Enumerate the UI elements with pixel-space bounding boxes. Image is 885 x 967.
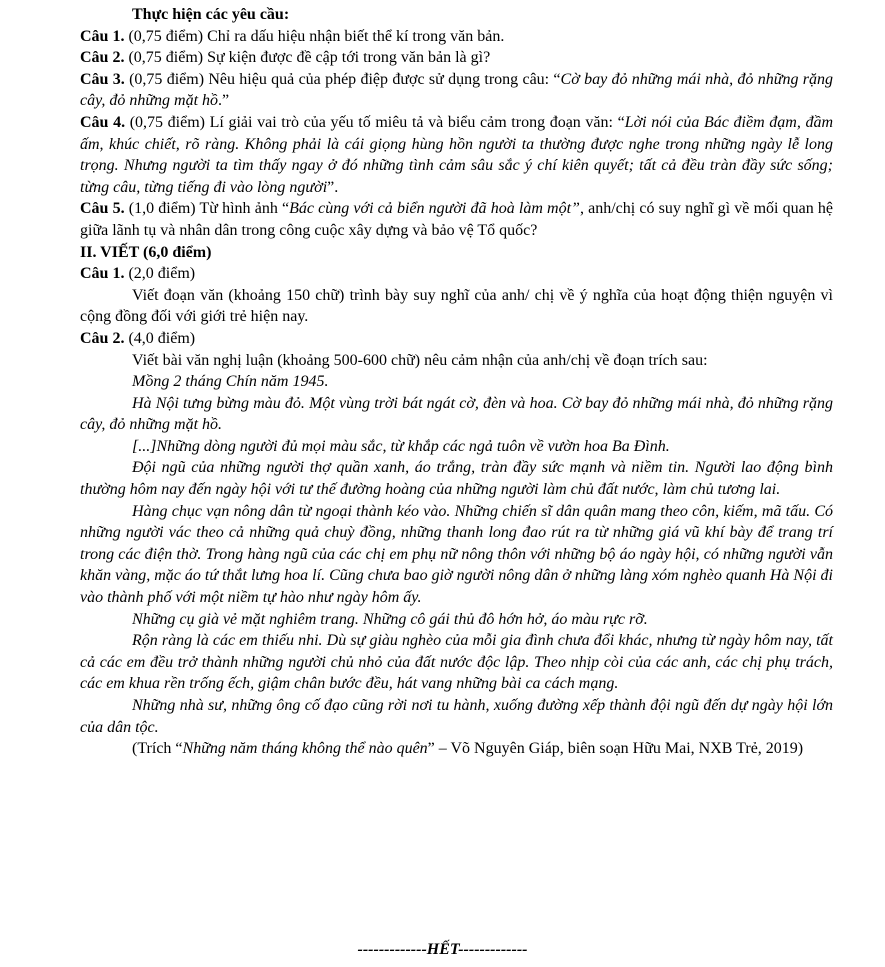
question-3-quote: Cờ bay đỏ những mái nhà, đỏ những rặng cây, đỏ những mặt hồ [80, 70, 834, 110]
question-3-text: (0,75 điểm) Nêu hiệu quả của phép điệp được sử dụng trong câu: “ [124, 70, 561, 88]
writing-question-1-header [80, 263, 833, 285]
question-5-quote: Bác cùng với cả biển người đã hoà làm một” [289, 200, 580, 218]
source-pre: (Trích “ [132, 740, 183, 758]
question-1-text: (0,75 điểm) Chỉ ra dấu hiệu nhận biết thể kí trong văn bản. [124, 27, 505, 45]
writing-question-1-label: Câu 1. [80, 265, 125, 283]
question-4-label: Câu 4. [80, 113, 126, 131]
question-4 [80, 112, 833, 198]
question-3 [80, 69, 833, 112]
question-5-text: (1,0 điểm) Từ hình ảnh “ [124, 200, 290, 218]
question-3-tail: .” [218, 92, 230, 110]
question-2-text: (0,75 điểm) Sự kiện được đề cập tới trong văn bản là gì? [124, 49, 491, 67]
writing-question-1-points: (2,0 điểm) [124, 265, 196, 283]
question-4-tail: ”. [327, 178, 339, 196]
writing-section-title: II. VIẾT (6,0 điểm) [80, 243, 212, 261]
question-1 [80, 26, 833, 48]
excerpt-paragraph: Mồng 2 tháng Chín năm 1945. [132, 373, 329, 391]
writing-question-2-text: Viết bài văn nghị luận (khoảng 500-600 chữ) nêu cảm nhận của anh/chị về đoạn trích sau: [132, 351, 708, 369]
source-post: ” – Võ Nguyên Giáp, biên soạn Hữu Mai, NXB Trẻ, 2019) [427, 740, 804, 758]
question-5-tail: , anh/chị có suy nghĩ gì về mối quan hệ giữa lãnh tụ và nhân dân trong công cuộc xây dựng và bảo vệ Tổ quốc? [80, 200, 834, 239]
end-mark: -------------HẾT------------- [357, 941, 528, 958]
excerpt-paragraph: Những nhà sư, những ông cố đạo cũng rời nơi tu hành, xuống đường xếp thành đội ngũ đến dự ngày hội lớn của dân tộc. [80, 697, 833, 736]
question-3-label: Câu 3. [80, 70, 125, 88]
source-citation [80, 738, 833, 760]
excerpt-paragraph: Rộn ràng là các em thiếu nhi. Dù sự giàu nghèo của mỗi gia đình chưa đổi khác, nhưng từ ngày hôm nay, tất cả các em đều trở thành những người chủ nhỏ của đất nước độc lập. Theo nhịp còi của các anh, các chị phụ trách, các em khua rền trống ếch, giậm chân bước đều, hát vang những bài ca cách mạng. [80, 632, 833, 693]
question-4-quote: Lời nói của Bác điềm đạm, đầm ấm, khúc chiết, rõ ràng. Không phải là cái giọng hùng hồn người ta thường được nghe trong những ngày lễ long trọng. Nhưng người ta tìm thấy ngay ở đó những tình cảm sâu sắc ý chí kiên quyết; tất cả đều tràn đầy sức sống; từng câu, từng tiếng đi vào lòng người [80, 113, 834, 196]
question-1-label: Câu 1. [80, 27, 125, 45]
source-title: Những năm tháng không thể nào quên [182, 740, 428, 758]
excerpt-paragraph: [...]Những dòng người đủ mọi màu sắc, từ khắp các ngả tuôn về vườn hoa Ba Đình. [132, 437, 670, 455]
excerpt-paragraph: Hà Nội tưng bừng màu đỏ. Một vùng trời bát ngát cờ, đèn và hoa. Cờ bay đỏ những mái nhà, đỏ những rặng cây, đỏ những mặt hồ. [80, 394, 833, 434]
question-4-text: (0,75 điểm) Lí giải vai trò của yếu tố miêu tả và biểu cảm trong đoạn văn: “ [125, 113, 625, 131]
writing-question-2-points: (4,0 điểm) [124, 329, 196, 347]
excerpt-paragraph: Hàng chục vạn nông dân từ ngoại thành kéo vào. Những chiến sĩ dân quân mang theo côn, kiếm, mã tấu. Có những người vác theo cả những quả chuỳ đồng, những thanh long đao rút ra từ những giá vũ khí bày để trang trí trong các điện thờ. Trong hàng ngũ của các chị em phụ nữ nông thôn với những bộ áo ngày hội, có những người vẫn khăn vàng, mặc áo tứ thắt lưng hoa lí. Cũng chưa bao giờ người nông dân ở những làng xóm nghèo quanh Hà Nội đi vào thành phố với một niềm tự hào như ngày hôm ấy. [80, 502, 833, 607]
instructions-heading: Thực hiện các yêu cầu: [132, 6, 290, 23]
question-5-label: Câu 5. [80, 200, 125, 218]
excerpt-paragraph: Đội ngũ của những người thợ quần xanh, áo trắng, tràn đầy sức mạnh và niềm tin. Người lao động bình thường hôm nay đến ngày hội với tư thế đường hoàng của những người làm chủ đất nước, làm chủ tương lai. [80, 459, 833, 499]
question-2-label: Câu 2. [80, 49, 125, 67]
writing-question-1-text: Viết đoạn văn (khoảng 150 chữ) trình bày suy nghĩ của anh/ chị về ý nghĩa của hoạt động thiện nguyện vì cộng đồng đối với giới trẻ hiện nay. [80, 286, 833, 326]
writing-question-2-header [80, 328, 833, 350]
excerpt-paragraph: Những cụ già vẻ mặt nghiêm trang. Những cô gái thủ đô hớn hở, áo màu rực rỡ. [132, 610, 648, 628]
writing-question-2-label: Câu 2. [80, 329, 125, 347]
question-5 [80, 198, 833, 241]
question-2 [80, 47, 833, 69]
